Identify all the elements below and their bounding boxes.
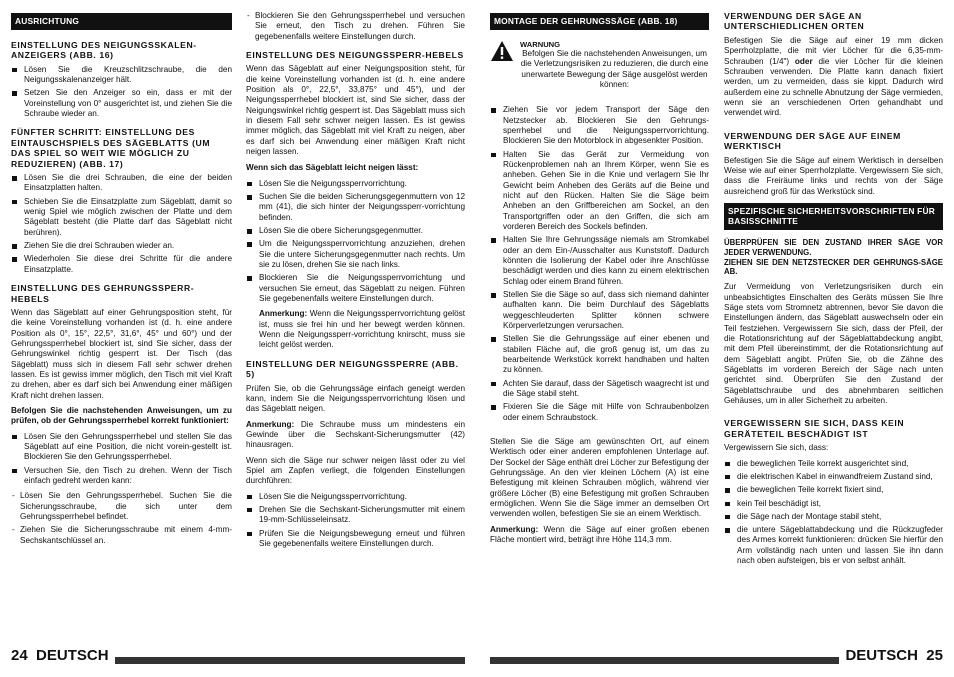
list-item: - Blockieren Sie den Gehrungssperrhebel und versuchen Sie erneut, den Tisch zu drehen. Führen Sie gegebenenfalls weitere Einstellungen durch.	[246, 11, 465, 42]
list-item: Ziehen Sie vor jedem Transport der Säge den Netzstecker ab. Blockieren Sie den Gehrungs-sperrhebel und die Neigungssperrvorrichtung. Blockieren Sie den Motorblock in abgesenkter Position.	[490, 105, 709, 146]
heading-neigungsskala: EINSTELLUNG DES NEIGUNGSSKALEN-ANZEIGERS (ABB. 16)	[11, 39, 197, 61]
list-item: Blockieren Sie die Neigungssperrvorrichtung und versuchen Sie erneut, das Sägeblatt zu neigen. Führen Sie gegebenenfalls weitere Einstellungen durch.	[246, 273, 465, 304]
list-geraeteteil	[724, 459, 943, 567]
note-text: Die Schraube muss um mindestens ein Gewinde über die Sechskant-Sicherungsmutter (42) hinausragen.	[246, 419, 465, 450]
paragraph-bold: Wenn sich das Sägeblatt leicht neigen lässt:	[246, 163, 419, 173]
paragraph-bold: Befolgen Sie die nachstehenden Anweisungen, um zu prüfen, ob der Gehrungssperrhebel korrekt funktioniert:	[11, 406, 232, 426]
list-item: Stellen Sie die Säge so auf, dass sich niemand dahinter aufhalten kann. Die beim Durchlauf des Sägeblatts weggeschleuderten Splitter können schwere Körperverletzungen verursachen.	[490, 290, 709, 331]
text-part: Befestigen Sie die Säge auf einer 19 mm dicken Sperrholzplatte, die mit vier Löcher für die 6,35-mm-Schrauben (1/4")	[724, 35, 943, 66]
list-item: Um die Neigungssperrvorrichtung anzuziehen, drehen Sie die untere Sicherungsgegenmutter nach rechts. Um sie zu lösen, drehen Sie sie nach links.	[246, 239, 465, 270]
list-item: Lösen Sie die Neigungssperrvorrichtung.	[246, 492, 465, 502]
paragraph-bold: ÜBERPRÜFEN SIE DEN ZUSTAND IHRER SÄGE VOR JEDER VERWENDUNG.	[724, 238, 943, 257]
list-item: Stellen Sie die Gehrungssäge auf einer ebenen und stabilen Fläche auf, die groß genug ist, um das zu bearbeitende Werkstück korrekt handhaben und halten zu können.	[490, 334, 709, 375]
list-item: Suchen Sie die beiden Sicherungsgegenmuttern von 12 mm (41), die sich hinter der Neigungssperr-vorrichtung befinden.	[246, 192, 465, 223]
list-item: - Ziehen Sie die Sicherungsschraube mit einem 4-mm-Sechskantschlüssel an.	[11, 525, 232, 546]
column-2	[246, 11, 465, 554]
warning-title: WARNUNG	[520, 39, 561, 49]
dash-list-top	[246, 11, 465, 42]
section-banner-montage: MONTAGE DER GEHRUNGSSÄGE (ABB. 18)	[490, 13, 709, 30]
list-neigungsskala	[11, 65, 232, 120]
list-neigungssperrhebel	[246, 179, 465, 305]
list-item: die beweglichen Teile korrekt fixiert sind,	[724, 485, 943, 495]
list-item: Drehen Sie die Sechskant-Sicherungsmutter mit einem 19-mm-Schlüsseleinsatz.	[246, 505, 465, 526]
list-item: Lösen Sie die obere Sicherungsgegenmutter.	[246, 226, 465, 236]
list-item: kein Teil beschädigt ist,	[724, 499, 943, 509]
list-eintauschspiel	[11, 173, 232, 275]
list-item: die Säge nach der Montage stabil steht,	[724, 512, 943, 522]
column-4	[724, 11, 943, 571]
list-item: - Lösen Sie den Gehrungssperrhebel. Suchen Sie die Sicherungsschraube, die sich unter dem Gehrungssperrhebel befindet.	[11, 491, 232, 522]
section-banner-ausrichtung: AUSRICHTUNG	[11, 13, 232, 30]
column-3	[490, 13, 709, 550]
page-number-right: DEUTSCH 25	[839, 648, 943, 664]
text-part: die vier Löcher für die kleinen Schrauben verwenden. Die Platte kann danach fixiert werden, um zu vermeiden, dass sie kippt. Dadurch wird außerdem eine zu schnelle Abnutzung der Säge vermieden, wenn sie an verschiedenen Orten gehandhabt und verwendet wird.	[724, 56, 943, 118]
note	[246, 420, 465, 451]
list-item: Fixieren Sie die Säge mit Hilfe von Schraubenbolzen oder einem Schraubstock.	[490, 402, 709, 423]
list-item: die untere Sägeblattabdeckung und die Rückzugfeder des Armes korrekt funktionieren: drücken Sie hierfür den Arm vollständig nach unten und lassen Sie ihn dann nach oben aufsteigen, bis er von selbst anhält.	[724, 525, 943, 566]
dash-list	[11, 491, 232, 546]
heading-gehrungssperrhebel: EINSTELLUNG DES GEHRUNGSSPERR-HEBELS	[11, 283, 195, 304]
list-item: Setzen Sie den Anzeiger so ein, dass er mit der Voreinstellung von 0° ausgerichtet ist, und ziehen Sie die Schraube wieder an.	[11, 88, 232, 119]
list-item: Lösen Sie die Kreuzschlitzschraube, die den Neigungsskalenanzeiger hält.	[11, 65, 232, 86]
paragraph: Vergewissern Sie sich, dass:	[724, 443, 829, 453]
list-item: die elektrischen Kabel in einwandfreiem Zustand sind,	[724, 472, 943, 482]
warning-icon	[490, 40, 514, 62]
warning-text: Befolgen Sie die nachstehenden Anweisungen, um die Verletzungsrisiken zu reduzieren, die durch eine unerwartete Bewegung der Säge ausgelöst werden können:	[520, 49, 709, 90]
paragraph	[724, 36, 943, 119]
heading-eintauschspiel: FÜNFTER SCHRITT: EINSTELLUNG DES EINTAUSCHSPIELS DES SÄGEBLATTS (UM DAS SPIEL SO WEIT WIE MÖGLICH ZU REDUZIEREN) (ABB. 17)	[11, 127, 211, 169]
list-item: Ziehen Sie die drei Schrauben wieder an.	[11, 241, 232, 251]
section-banner-sicherheit: SPEZIFISCHE SICHERHEITSVORSCHRIFTEN FÜR BASISSCHNITTE	[724, 203, 943, 230]
heading-geraeteteil: VERGEWISSERN SIE SICH, DASS KEIN GERÄTETEIL BESCHÄDIGT IST	[724, 418, 905, 439]
text-bold: oder	[794, 56, 813, 66]
footer-left	[11, 648, 465, 664]
list-montage	[490, 105, 709, 423]
footer-right	[490, 648, 943, 664]
heading-verschiedene-orte: VERWENDUNG DER SÄGE AN UNTERSCHIEDLICHEN ORTEN	[724, 11, 865, 32]
paragraph: Wenn das Sägeblatt auf einer Neigungsposition steht, für die keine Voreinstellung vorhanden ist (d. h. eine andere Position als 0°, 22,5°, 33,875° und 45°), und der Neigungssperrhebel blockiert ist, sind Sie sicher, dass der Neigungswinkel richtig gesperrt ist. Das Sägeblatt muss sich in diesem Fall sehr schwer neigen lassen. Es ist gewiss immer möglich, das Sägeblatt mit viel Kraft zu neigen, aber es darf sich bei Anwendung einer mäßigen Kraft nicht neigen lassen.	[246, 64, 465, 157]
list-item: Lösen Sie den Gehrungssperrhebel und stellen Sie das Sägeblatt auf eine Position, die nicht vorein-gestellt ist. Blockieren Sie den Gehrungssperrhebel.	[11, 432, 232, 463]
warning-box	[490, 40, 709, 96]
column-1	[11, 13, 232, 551]
heading-neigungssperre: EINSTELLUNG DER NEIGUNGSSPERRE (ABB. 5)	[246, 358, 459, 380]
list-item: Versuchen Sie, den Tisch zu drehen. Wenn der Tisch einfach gedreht werden kann:	[11, 466, 232, 487]
list-item: Schieben Sie die Einsatzplatte zum Sägeblatt, damit so wenig Spiel wie möglich zwischen der Platte und dem Sägeblatt besteht (die Platte darf das Sägeblatt nicht berühren).	[11, 197, 232, 238]
heading-werktisch: VERWENDUNG DER SÄGE AUF EINEM WERKTISCH	[724, 130, 901, 152]
note-label: Anmerkung:	[246, 419, 295, 429]
list-item: die beweglichen Teile korrekt ausgerichtet sind,	[724, 459, 943, 469]
note-text: Wenn die Neigungssperrvorrichtung gelöst ist, muss sie frei hin und her bewegt werden können. Wenn die Neigungssperr-vorrichtung knirscht, muss sie leicht gelöst werden.	[259, 309, 465, 350]
list-item: Wiederholen Sie diese drei Schritte für die andere Einsatzplatte.	[11, 254, 232, 275]
list-item: Halten Sie das Gerät zur Vermeidung von Rückenproblemen nah an Ihrem Körper, wenn Sie es anheben. Gehen Sie in die Knie und verlagern Sie Ihr Gewicht beim Anheben des Geräts auf die Beine und nicht auf den Rücken. Halten Sie die Säge beim Anheben an den Griffbereichen am Sockel, an den Transportgriffen oder an den Griffen, die sich am vorderen Bereich des Sockels befinden.	[490, 150, 709, 233]
note-label: Anmerkung:	[259, 309, 308, 319]
paragraph: Wenn das Sägeblatt auf einer Gehrungsposition steht, für die keine Voreinstellung vorhanden ist (d. h. eine andere Position als 0°, 15°, 22,5°, 31,6°, 45° und 60°) und der Gehrungssperrhebel blockiert ist, sind Sie sicher, dass der Gehrungswinkel richtig gesperrt ist. Der Tisch (das Sägeblatt) muss sich in diesem Fall sehr schwer drehen lassen. Es ist gewiss immer möglich, den Tisch mit viel Kraft zu drehen, aber es darf sich bei Anwendung einer mäßigen Kraft nicht drehen lassen.	[11, 308, 232, 400]
paragraph: Prüfen Sie, ob die Gehrungssäge einfach geneigt werden kann, indem Sie die Neigungssperrvorrichtung lösen und das Sägeblatt neigen.	[246, 383, 465, 414]
list-neigungssperre	[246, 492, 465, 550]
list-item: Prüfen Sie die Neigungsbewegung erneut und führen Sie gegebenenfalls weitere Einstellungen durch.	[246, 529, 465, 550]
list-item: Lösen Sie die drei Schrauben, die eine der beiden Einsatzplatten halten.	[11, 173, 232, 194]
list-item: Achten Sie darauf, dass der Sägetisch waagrecht ist und die Säge stabil steht.	[490, 379, 709, 400]
note-text: Wenn die Säge auf einer großen ebenen Fläche montiert wird, beträgt ihre Höhe 114,3 mm.	[490, 524, 709, 544]
note-label: Anmerkung:	[490, 524, 539, 534]
paragraph: Stellen Sie die Säge am gewünschten Ort, auf einem Werktisch oder einer anderen empfohlenen Unterlage auf. Der Sockel der Säge enthält drei Löcher zur Befestigung der Gehrungssäge. An den vier kleinen Löchern (A) ist eine Befestigung mit kleinen Schrauben möglich, während vier größere Löcher (B) eine Befestigung mit großen Schrauben ermöglichen. Wenn Sie die Säge immer an demselben Ort verwenden wollen, befestigen Sie sie an einem Werktisch.	[490, 436, 709, 519]
list-item: Lösen Sie die Neigungssperrvorrichtung.	[246, 179, 465, 189]
list-item: Halten Sie Ihre Gehrungssäge niemals am Stromkabel oder an dem Ein-/Ausschalter aus Kunststoff. Dadurch könnten die Isolierung der Kabel oder ihre Anschlüsse beschädigt werden und dies kann zu einem elektrischen Schlag oder einem Brand führen.	[490, 235, 709, 287]
paragraph-bold: ZIEHEN SIE DEN NETZSTECKER DER GEHRUNGS-SÄGE AB.	[724, 257, 943, 277]
list-gehrungssperrhebel	[11, 432, 232, 487]
note	[490, 525, 709, 546]
paragraph: Zur Vermeidung von Verletzungsrisiken durch ein unbeabsichtigtes Einschalten des Geräts müssen Sie Ihre Säge stets vom Stromnetz abtrennen, bevor Sie davon die Einstellungen ändern, das Sägeblatt auswechseln oder ein Teil festziehen. Vergewissern Sie sich, dass der Pfeil, der die Rotationsrichtung auf der Sägeblattabdeckung angibt, mit dem Pfeil übereinstimmt, der die Rotationsrichtung auf dem Sägeblatt angibt. Prüfen Sie, ob die Zähne des Sägeblatts im vorderen Bereich der Säge nach unten gerichtet sind. Überprüfen Sie den Zustand der Sägeblattschraube und des abnehmbaren seitlichen Gehäuses, um in aller Sicherheit zu arbeiten.	[724, 282, 943, 405]
paragraph: Befestigen Sie die Säge auf einem Werktisch in derselben Weise wie auf einer Sperrholzplatte. Vergewissern Sie sich, dass die Freiräume links und rechts von der Säge ausreichend groß für das Werkstück sind.	[724, 155, 943, 196]
note	[246, 309, 465, 350]
paragraph: Wenn sich die Säge nur schwer neigen lässt oder zu viel Spiel am Zapfen verliegt, die folgenden Einstellungen durchführen:	[246, 455, 465, 486]
heading-neigungssperrhebel: EINSTELLUNG DES NEIGUNGSSPERR-HEBELS	[246, 49, 464, 60]
page-number-left: 24 DEUTSCH	[11, 648, 115, 664]
